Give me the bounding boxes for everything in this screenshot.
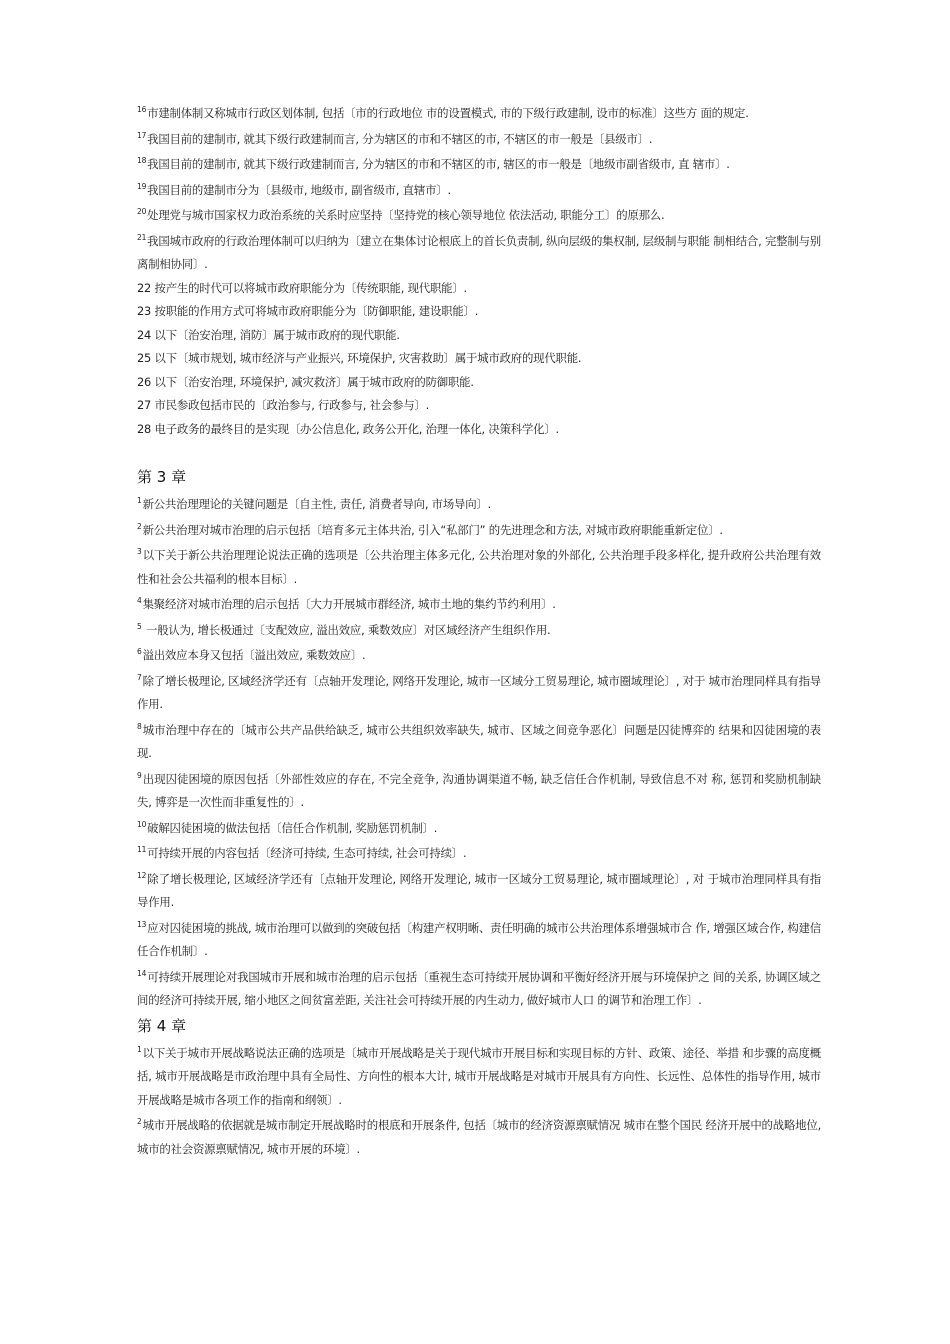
item-number: 17 — [137, 130, 147, 140]
item-number: 27 — [137, 398, 152, 412]
item-number: 1 — [137, 1044, 142, 1054]
item-text: 按产生的时代可以将城市政府职能分为〔传统职能, 现代职能〕. — [154, 280, 467, 295]
list-item — [137, 670, 821, 717]
item-number: 20 — [137, 207, 147, 216]
list-item — [137, 619, 821, 643]
list-item — [137, 277, 821, 301]
item-text: 我国目前的建制市, 就其下级行政建制而言, 分为辖区的市和不辖区的市, 辖区的市一般是〔地级市副省级市, 直 辖市〕. — [147, 157, 730, 171]
list-item — [137, 917, 821, 964]
list-item — [137, 394, 821, 418]
list-item — [137, 153, 821, 177]
list-item — [137, 868, 821, 915]
item-number: 11 — [137, 845, 147, 854]
list-item — [137, 128, 821, 152]
list-item — [137, 519, 821, 543]
item-text: 破解囚徒困境的做法包括〔信任合作机制, 奖励惩罚机制〕. — [147, 820, 438, 835]
item-number: 2 — [137, 1117, 142, 1126]
item-text: 除了增长极理论, 区域经济学还有〔点轴开发理论, 网络开发理论, 城市一区域分工贸易理论, 城市圈域理论〕, 对 于城市治理同样具有指导作用. — [137, 871, 821, 909]
list-item — [137, 324, 821, 348]
item-number: 16 — [137, 105, 147, 114]
item-text: 新公共治理对城市治理的启示包括〔培育多元主体共治, 引入“私部门” 的先进理念和方法, 对城市政府职能重新定位〕. — [142, 522, 723, 537]
item-number: 2 — [137, 521, 142, 531]
item-number: 24 — [137, 327, 152, 342]
section-chapter-3 — [137, 466, 821, 1013]
item-text: 以下〔治安治理, 消防〕属于城市政府的现代职能. — [154, 327, 400, 342]
item-number: 19 — [137, 181, 147, 191]
list-item — [137, 179, 821, 203]
list-item — [137, 493, 821, 517]
item-number: 6 — [137, 647, 142, 656]
item-number: 18 — [137, 156, 147, 165]
item-text: 城市治理中存在的〔城市公共产品供给缺乏, 城市公共组织效率缺失, 城市、区域之间竞争恶化〕问题是囚徒博弈的 结果和囚徒困境的表现. — [137, 722, 821, 760]
item-number: 1 — [137, 496, 142, 505]
item-text: 新公共治理理论的关键问题是〔自主性, 责任, 消费者导向, 市场导向〕. — [142, 497, 492, 511]
item-text: 我国目前的建制市分为〔县级市, 地级市, 副省级市, 直辖市〕. — [147, 182, 451, 197]
item-number: 25 — [137, 351, 152, 365]
item-number: 21 — [137, 232, 147, 242]
item-number: 4 — [137, 596, 142, 605]
item-text: 出现囚徒困境的原因包括〔外部性效应的存在, 不完全竞争, 沟通协调渠道不畅, 缺乏信任合作机制, 导致信息不对 称, 惩罚和奖励机制缺失, 博弈是一次性而非重复性的〕. — [137, 771, 821, 809]
item-text: 一般认为, 增长极通过〔支配效应, 溢出效应, 乘数效应〕对区域经济产生组织作用. — [142, 622, 551, 637]
item-number: 8 — [137, 721, 142, 731]
list-item — [137, 644, 821, 668]
item-number: 28 — [137, 421, 152, 436]
item-number: 5 — [137, 621, 142, 631]
list-item — [137, 1114, 821, 1161]
item-number: 7 — [137, 672, 142, 682]
item-text: 处理党与城市国家权力政治系统的关系时应坚持〔坚持党的核心领导地位 依法活动, 职能分工〕的原那么. — [147, 208, 665, 222]
item-number: 26 — [137, 374, 152, 389]
section-continuation — [137, 102, 821, 441]
item-text: 按职能的作用方式可将城市政府职能分为〔防御职能, 建设职能〕. — [154, 304, 479, 318]
item-text: 可持续开展的内容包括〔经济可持续, 生态可持续, 社会可持续〕. — [147, 846, 467, 860]
item-text: 城市开展战略的依据就是城市制定开展战略时的根底和开展条件, 包括〔城市的经济资源禀赋情况 城市在整个国民 经济开展中的战略地位, 城市的社会资源禀赋情况, 城市开展的环境〕. — [137, 1118, 821, 1156]
item-number: 13 — [137, 919, 147, 929]
section-chapter-4 — [137, 1015, 821, 1162]
item-text: 应对囚徒困境的挑战, 城市治理可以做到的突破包括〔构建产权明晰、责任明确的城市公共治理体系增强城市合 作, 增强区域合作, 构建信任合作机制〕. — [137, 920, 821, 958]
list-item — [137, 418, 821, 442]
item-text: 以下关于城市开展战略说法正确的选项是〔城市开展战略是关于现代城市开展目标和实现目标的方针、政策、途径、举措 和步骤的高度概括, 城市开展战略是市政治理中具有全局性、方向性的根本大计, 城市开展战略是对城市开展具有方向性、长远性、总体性的指导作用, 城市开展战略是城市各项工作的指南和纲领〕. — [137, 1045, 821, 1107]
item-text: 我国城市政府的行政治理体制可以归纳为〔建立在集体讨论根底上的首长负责制, 纵向层级的集权制, 层级制与职能 制相结合, 完整制与别离制相协同〕. — [137, 233, 821, 271]
list-item — [137, 768, 821, 815]
list-item — [137, 966, 821, 1013]
item-text: 除了增长极理论, 区域经济学还有〔点轴开发理论, 网络开发理论, 城市一区域分工贸易理论, 城市圈域理论〕, 对于 城市治理同样具有指导作用. — [137, 673, 821, 711]
list-item — [137, 544, 821, 591]
item-number: 10 — [137, 819, 147, 829]
item-text: 以下关于新公共治理理论说法正确的选项是〔公共治理主体多元化, 公共治理对象的外部化, 公共治理手段多样化, 提升政府公共治理有效性和社会公共福利的根本目标〕. — [137, 548, 821, 586]
item-number: 22 — [137, 280, 152, 295]
list-item — [137, 204, 821, 228]
list-item — [137, 719, 821, 766]
chapter-heading: 第 3 章 — [137, 468, 187, 486]
item-number: 14 — [137, 968, 147, 978]
chapter-heading: 第 4 章 — [137, 1016, 187, 1035]
item-text: 市民参政包括市民的〔政治参与, 行政参与, 社会参与〕. — [154, 398, 430, 412]
list-item — [137, 230, 821, 277]
document-body — [137, 100, 821, 1161]
list-item — [137, 593, 821, 617]
list-item — [137, 817, 821, 841]
item-text: 电子政务的最终目的是实现〔办公信息化, 政务公开化, 治理一体化, 决策科学化〕. — [154, 421, 559, 436]
item-text: 溢出效应本身又包括〔溢出效应, 乘数效应〕. — [142, 648, 366, 662]
item-text: 市建制体制又称城市行政区划体制, 包括〔市的行政地位 市的设置模式, 市的下级行政建制, 设市的标准〕这些方 面的规定. — [147, 106, 749, 120]
list-item — [137, 300, 821, 324]
item-text: 集聚经济对城市治理的启示包括〔大力开展城市群经济, 城市土地的集约节约利用〕. — [142, 597, 556, 611]
item-number: 3 — [137, 547, 142, 556]
list-item — [137, 102, 821, 126]
item-number: 23 — [137, 304, 152, 318]
list-item — [137, 1042, 821, 1113]
list-item — [137, 347, 821, 371]
item-number: 9 — [137, 770, 142, 780]
list-item — [137, 371, 821, 395]
list-item — [137, 842, 821, 866]
item-text: 我国目前的建制市, 就其下级行政建制而言, 分为辖区的市和不辖区的市, 不辖区的市一般是〔县级市〕. — [147, 131, 653, 146]
item-text: 可持续开展理论对我国城市开展和城市治理的启示包括〔重视生态可持续开展协调和平衡好经济开展与环境保护之 间的关系, 协调区域之间的经济可持续开展, 缩小地区之间贫富差距, 关注社会可持续开展的内生动力, 做好城市人口 的调节和治理工作〕. — [137, 969, 821, 1007]
item-text: 以下〔城市规划, 城市经济与产业振兴, 环境保护, 灾害救助〕属于城市政府的现代职能. — [154, 351, 582, 365]
item-text: 以下〔治安治理, 环境保护, 减灾救济〕属于城市政府的防御职能. — [154, 374, 474, 389]
item-number: 12 — [137, 870, 147, 880]
